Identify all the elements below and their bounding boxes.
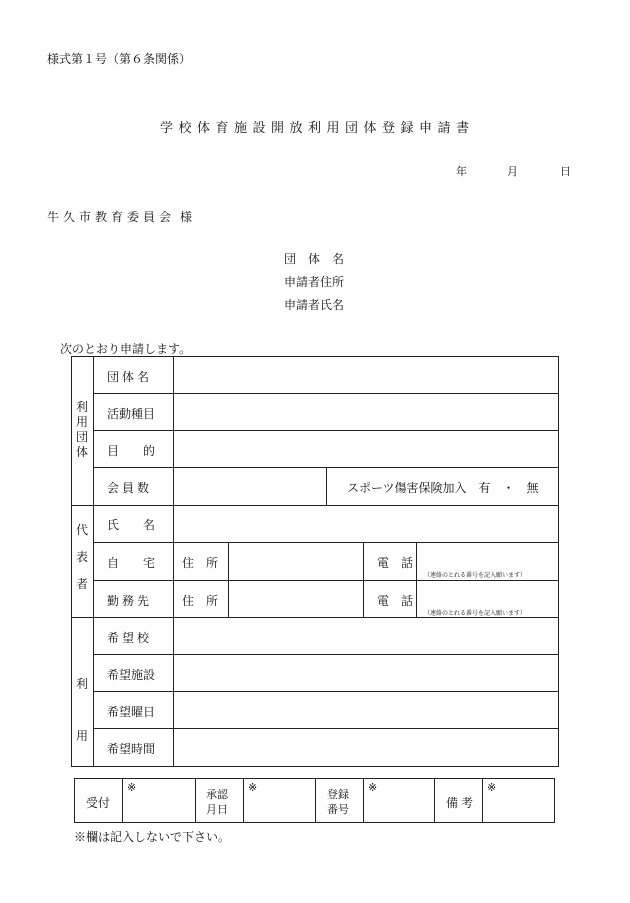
remarks-label: 備考	[446, 796, 477, 810]
intro-text: 次のとおり申請します。	[60, 342, 192, 356]
work-address-label: 住 所	[182, 594, 219, 608]
date-month: 月	[507, 165, 518, 178]
row-label-members: 会員数	[107, 481, 153, 495]
home-phone-note: （連絡のとれる番号を記入願います）	[424, 572, 527, 579]
section-label-use: 利用	[75, 677, 88, 743]
applicant-address-label: 申請者住所	[284, 275, 345, 289]
work-phone-label: 電 話	[377, 594, 414, 608]
honorific: 様	[180, 210, 193, 224]
applicant-name-label: 申請者氏名	[284, 298, 345, 312]
section-label-group: 利用団体	[75, 400, 88, 459]
footnote: ※欄は記入しないで下さい。	[74, 830, 231, 844]
remarks-mark: ※	[487, 781, 497, 794]
work-phone-note: （連絡のとれる番号を記入願います）	[424, 610, 527, 617]
section-label-representative: 代表者	[75, 523, 88, 591]
row-label-facility: 希望施設	[107, 668, 156, 682]
row-label-activity: 活動種目	[107, 407, 156, 421]
row-label-purpose: 目 的	[107, 444, 156, 458]
insurance-label: スポーツ傷害保険加入 有 ・ 無	[347, 481, 539, 495]
row-label-work: 勤務先	[107, 594, 153, 608]
row-label-group-name: 団体名	[107, 370, 153, 384]
row-label-day: 希望曜日	[107, 705, 156, 719]
approval-label-line2: 月日	[206, 803, 228, 816]
row-label-school: 希望校	[107, 631, 153, 645]
row-label-rep-name: 氏 名	[107, 518, 156, 532]
form-title: 学校体育施設開放利用団体登録申請書	[160, 121, 475, 136]
date-year: 年	[456, 165, 467, 178]
receipt-label: 受付	[86, 796, 111, 810]
row-label-time: 希望時間	[107, 742, 156, 756]
register-label-line1: 登録	[327, 788, 349, 801]
register-label-line2: 番号	[327, 803, 349, 816]
home-phone-label: 電 話	[377, 556, 414, 570]
approval-label-line1: 承認	[206, 788, 228, 801]
receipt-mark: ※	[127, 781, 137, 794]
home-address-label: 住 所	[182, 556, 219, 570]
approval-mark: ※	[248, 781, 258, 794]
form-number: 様式第１号（第６条関係）	[47, 52, 192, 66]
applicant-group-name-label: 団 体 名	[284, 252, 345, 266]
addressee: 牛久市教育委員会	[47, 210, 176, 224]
date-day: 日	[560, 165, 571, 178]
row-label-home: 自 宅	[107, 556, 156, 570]
register-mark: ※	[368, 781, 378, 794]
